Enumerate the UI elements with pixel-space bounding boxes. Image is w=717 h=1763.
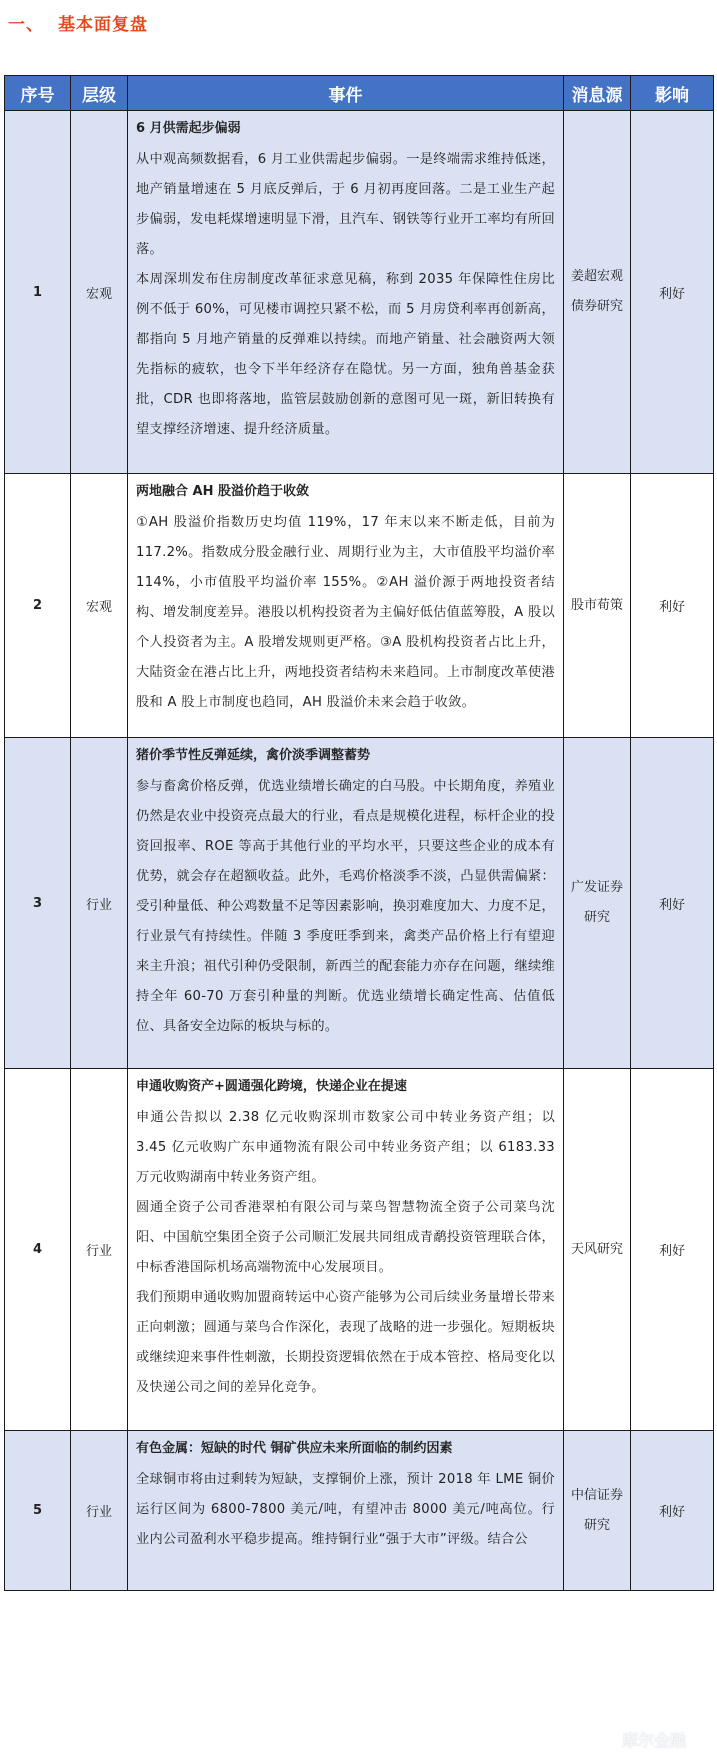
table-row bbox=[5, 1431, 714, 1591]
row-impact: 利好 bbox=[631, 474, 714, 738]
event-paragraph: 全球铜市将由过剩转为短缺，支撑铜价上涨，预计 2018 年 LME 铜价运行区间为 6800-7800 美元/吨，有望冲击 8000 美元/吨高位。行业内公司盈利水平稳步提高。维持铜行业“强于大市”评级。结合公 bbox=[136, 1472, 555, 1547]
event-paragraph: 本周深圳发布住房制度改革征求意见稿，称到 2035 年保障性住房比例不低于 60%，可见楼市调控只紧不松，而 5 月房贷利率再创新高，都指向 5 月地产销量的反弹难以持续。而地产销量、社会融资两大领先指标的疲软，也令下半年经济存在隐忧。另一方面，独角兽基金获批，CDR 也即将落地，监管层鼓励创新的意图可见一斑，新旧转换有望支撑经济增速、提升经济质量。 bbox=[136, 272, 555, 437]
row-source: 广发证券研究 bbox=[564, 738, 631, 1069]
row-event bbox=[128, 111, 564, 474]
row-event bbox=[128, 738, 564, 1069]
row-level: 行业 bbox=[71, 738, 128, 1069]
event-title: 猪价季节性反弹延续，禽价淡季调整蓄势 bbox=[136, 748, 371, 763]
table-row bbox=[5, 474, 714, 738]
event-paragraph: 我们预期申通收购加盟商转运中心资产能够为公司后续业务量增长带来正向刺激；圆通与菜鸟合作深化，表现了战略的进一步强化。短期板块或继续迎来事件性刺激，长期投资逻辑依然在于成本管控、格局变化以及快递公司之间的差异化竞争。 bbox=[136, 1290, 555, 1395]
row-source: 姜超宏观债券研究 bbox=[564, 111, 631, 474]
row-number: 2 bbox=[5, 474, 71, 738]
table-row bbox=[5, 111, 714, 474]
event-paragraph: 从中观高频数据看，6 月工业供需起步偏弱。一是终端需求维持低迷，地产销量增速在 5 月底反弹后，于 6 月初再度回落。二是工业生产起步偏弱，发电耗煤增速明显下滑，且汽车、钢铁等行业开工率均有所回落。 bbox=[136, 152, 555, 257]
row-number: 4 bbox=[5, 1069, 71, 1431]
row-level: 行业 bbox=[71, 1431, 128, 1591]
event-paragraph: 圆通全资子公司香港翠柏有限公司与菜鸟智慧物流全资子公司菜鸟沈阳、中国航空集团全资子公司顺汇发展共同组成青鹬投资管理联合体，中标香港国际机场高端物流中心发展项目。 bbox=[136, 1200, 555, 1275]
event-title: 两地融合 AH 股溢价趋于收敛 bbox=[136, 484, 309, 499]
fundamentals-table bbox=[4, 75, 714, 1591]
row-source: 天风研究 bbox=[564, 1069, 631, 1431]
watermark-text: 摩尔金融 bbox=[622, 1731, 687, 1750]
row-source: 中信证券研究 bbox=[564, 1431, 631, 1591]
event-paragraph: ①AH 股溢价指数历史均值 119%，17 年末以来不断走低，目前为 117.2%。指数成分股金融行业、周期行业为主，大市值股平均溢价率 114%，小市值股平均溢价率 155%。②AH 溢价源于两地投资者结构、增发制度差异。港股以机构投资者为主偏好低估值蓝筹股，A 股以个人投资者为主。A 股增发规则更严格。③A 股机构投资者占比上升，大陆资金在港占比上升，两地投资者结构未来趋同。上市制度改革使港股和 A 股上市制度也趋同，AH 股溢价未来会趋于收敛。 bbox=[136, 515, 555, 710]
row-source: 股市荀策 bbox=[564, 474, 631, 738]
column-header-no: 序号 bbox=[5, 76, 71, 111]
row-impact: 利好 bbox=[631, 1431, 714, 1591]
event-paragraph: 申通公告拟以 2.38 亿元收购深圳市数家公司中转业务资产组；以 3.45 亿元收购广东申通物流有限公司中转业务资产组；以 6183.33 万元收购湖南中转业务资产组。 bbox=[136, 1110, 555, 1185]
section-title-text: 基本面复盘 bbox=[58, 15, 148, 35]
column-header-event: 事件 bbox=[128, 76, 564, 111]
table-header-row bbox=[5, 76, 714, 111]
row-number: 5 bbox=[5, 1431, 71, 1591]
row-number: 1 bbox=[5, 111, 71, 474]
event-title: 有色金属：短缺的时代 铜矿供应未来所面临的制约因素 bbox=[136, 1441, 453, 1456]
column-header-source: 消息源 bbox=[564, 76, 631, 111]
watermark bbox=[588, 1728, 686, 1751]
row-impact: 利好 bbox=[631, 738, 714, 1069]
table-row bbox=[5, 738, 714, 1069]
row-level: 宏观 bbox=[71, 111, 128, 474]
row-number: 3 bbox=[5, 738, 71, 1069]
event-title: 申通收购资产+圆通强化跨境，快递企业在提速 bbox=[136, 1079, 407, 1094]
double-ring-logo-icon bbox=[588, 1732, 618, 1748]
section-title bbox=[8, 10, 148, 35]
column-header-level: 层级 bbox=[71, 76, 128, 111]
row-impact: 利好 bbox=[631, 1069, 714, 1431]
event-paragraph: 参与畜禽价格反弹，优选业绩增长确定的白马股。中长期角度，养殖业仍然是农业中投资亮点最大的行业，看点是规模化进程，标杆企业的投资回报率、ROE 等高于其他行业的平均水平，只要这些企业的成本有优势，就会存在超额收益。此外，毛鸡价格淡季不淡，凸显供需偏紧：受引种量低、种公鸡数量不足等因素影响，换羽难度加大、力度不足，行业景气有持续性。伴随 3 季度旺季到来，禽类产品价格上行有望迎来主升浪；祖代引种仍受限制，新西兰的配套能力亦存在问题，继续维持全年 60-70 万套引种量的判断。优选业绩增长确定性高、估值低位、具备安全边际的板块与标的。 bbox=[136, 779, 555, 1034]
row-event bbox=[128, 1431, 564, 1591]
event-title: 6 月供需起步偏弱 bbox=[136, 121, 241, 136]
row-level: 宏观 bbox=[71, 474, 128, 738]
row-event bbox=[128, 1069, 564, 1431]
column-header-impact: 影响 bbox=[631, 76, 714, 111]
table-row bbox=[5, 1069, 714, 1431]
row-event bbox=[128, 474, 564, 738]
row-impact: 利好 bbox=[631, 111, 714, 474]
row-level: 行业 bbox=[71, 1069, 128, 1431]
section-number: 一、 bbox=[8, 15, 44, 35]
